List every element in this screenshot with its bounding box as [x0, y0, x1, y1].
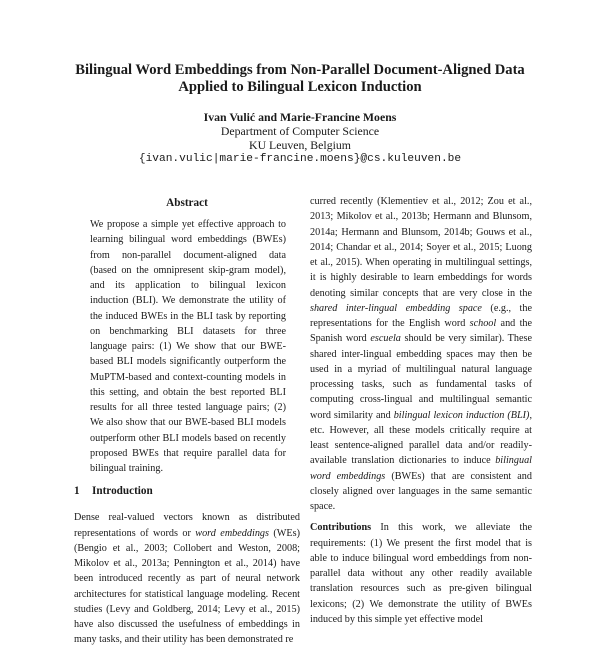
intro-p1-text-a: Dense real-valued vectors known as distributed representations of words or — [74, 512, 300, 539]
intro-paragraph-2 — [310, 194, 532, 514]
intro-p2-emphasis-e: bilingual word embeddings — [310, 455, 532, 482]
contributions-paragraph — [310, 520, 532, 627]
institution: KU Leuven, Belgium — [249, 138, 351, 152]
abstract-text: We propose a simple yet effective approach to learning bilingual word embeddings (BWEs) from non-parallel document-aligned data (based on the omnipresent skip-gram model), and its application to bilingual lexicon induction (BLI). We demonstrate the utility of the induced BWEs in the BLI task by reporting on benchmarking BLI datasets for three language pairs: (1) We show that our BWE-based BLI models significantly outperform the MuPTM-based and context-counting models in this setting, and obtain the best reported BLI results for all three tested language pairs; (2) We also show that our BWE-based BLI models outperform other BLI models based on recently proposed BWEs that require parallel data for bilingual training. — [90, 219, 286, 474]
right-column — [310, 196, 532, 627]
intro-p2-text-d: should be very similar). These shared inter-lingual embedding spaces may then be used in a myriad of multilingual natural language processing tasks, such as fundamental tasks of computing cross-lingual and multilingual semantic word similarity and — [310, 333, 533, 421]
section-number: 1 — [74, 485, 80, 498]
intro-p1-emphasis: word embeddings — [195, 527, 269, 539]
intro-p2-emphasis-a: shared inter-lingual embedding space — [310, 302, 482, 314]
title-line-1: Bilingual Word Embeddings from Non-Parallel Document-Aligned Data — [75, 62, 525, 78]
department: Department of Computer Science — [220, 124, 380, 138]
introduction-heading — [74, 484, 300, 498]
title-line-2: Applied to Bilingual Lexicon Induction — [178, 79, 422, 95]
intro-p2-text-f: (BWEs) that are consistent and closely aligned over languages in the same semantic space. — [310, 470, 532, 512]
intro-paragraph-1 — [74, 510, 300, 647]
intro-p2-emphasis-c: escuela — [370, 333, 401, 345]
intro-p2-emphasis-b: school — [469, 318, 497, 329]
author-names: Ivan Vulić and Marie-Francine Moens — [203, 110, 397, 124]
left-column — [74, 196, 300, 648]
author-email: {ivan.vulic|marie-francine.moens}@cs.kuleuven.be — [138, 153, 462, 165]
abstract-heading: Abstract — [166, 197, 208, 209]
intro-p2-text-a: curred recently (Klementiev et al., 2012; Zou et al., 2013; Mikolov et al., 2013b; Hermann and Blunsom, 2014a; Hermann and Blunsom, 2014b; Gouws et al., 2014; Chandar et al., 2014; Soyer et al., 2015; Luong et al., 2015). When operating in multilingual settings, it is highly desirable to learn embeddings for words denoting similar concepts that are very close in the — [310, 196, 532, 299]
intro-p2-text-b: (e.g., the representations for the English word — [310, 302, 532, 329]
author-block — [100, 110, 500, 166]
contributions-label: Contributions — [310, 522, 372, 534]
intro-p1-text-b: (WEs) (Bengio et al., 2003; Collobert and Weston, 2008; Mikolov et al., 2013a; Pennington et al., 2014) have been introduced recently as part of neural network architectures for statistical language modeling. Recent studies (Levy and Goldberg, 2014; Levy et al., 2015) have also discussed the usefulness of embeddings in many tasks, and their utility has been demonstrated re — [74, 527, 300, 646]
intro-p2-emphasis-d: bilingual lexicon induction (BLI) — [393, 409, 530, 421]
paper-title — [50, 62, 550, 96]
section-title: Introduction — [92, 485, 153, 498]
contributions-text: In this work, we alleviate the requirements: (1) We present the first model that is able to induce bilingual word embeddings from non-parallel data without any other readily available translation resources such as pre-given bilingual lexicons; (2) We demonstrate the utility of BWEs induced by this simple yet effective model — [310, 522, 532, 625]
intro-p2-text-e: , etc. However, all these models critically require at least sentence-aligned parallel data and/or readily-available translation dictionaries to induce — [310, 409, 532, 467]
intro-p2-text-c: and the Spanish word — [310, 318, 533, 345]
